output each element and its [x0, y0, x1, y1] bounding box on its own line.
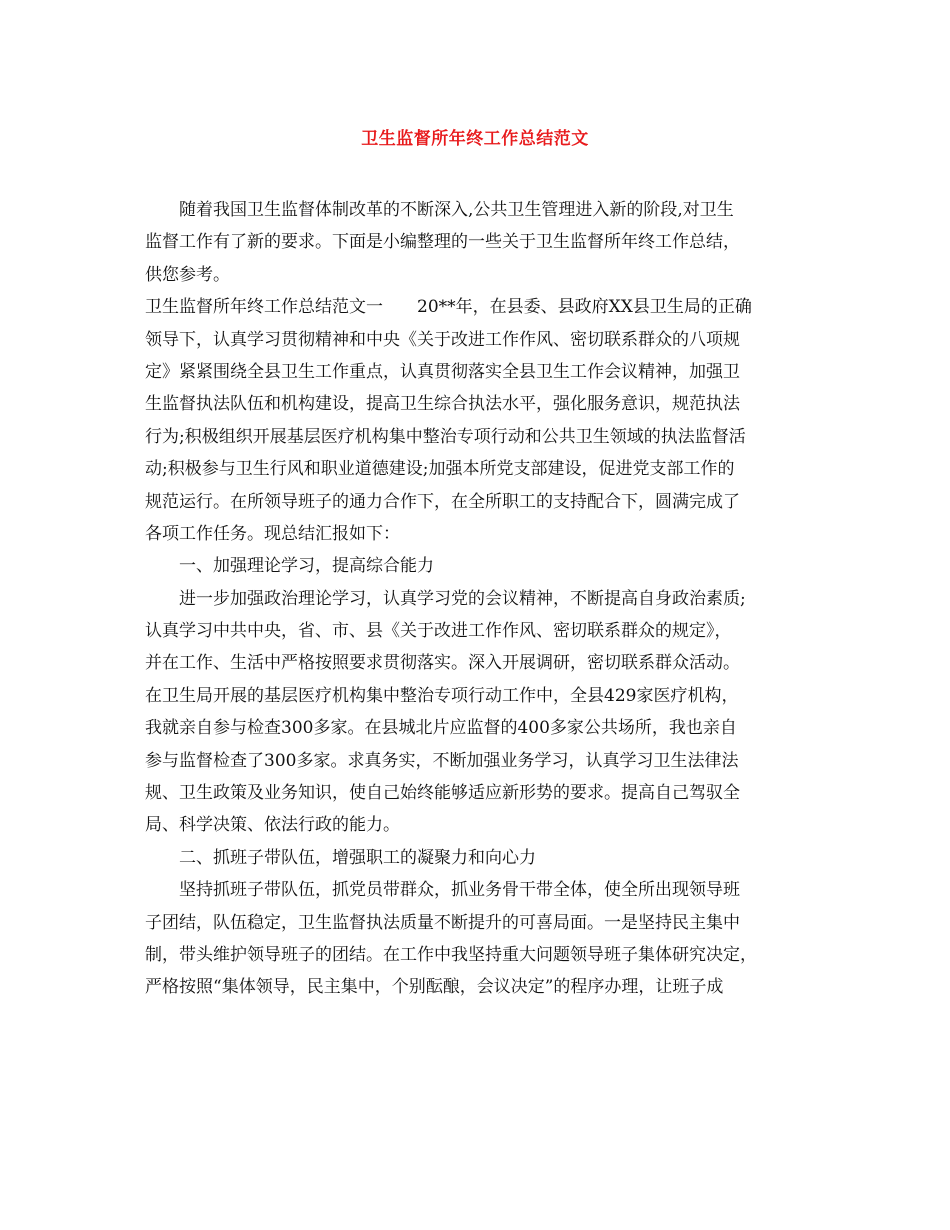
body-line: 规范运行。在所领导班子的通力合作下，在全所职工的支持配合下，圆满完成了: [145, 491, 740, 512]
body-line: 一、加强理论学习，提高综合能力: [145, 556, 434, 577]
body-line: 二、抓班子带队伍，增强职工的凝聚力和向心力: [145, 847, 536, 868]
document-body: [145, 194, 805, 1004]
body-line: 进一步加强政治理论学习，认真学习党的会议精神，不断提高自身政治素质;: [145, 588, 746, 609]
body-line: 随着我国卫生监督体制改革的不断深入,公共卫生管理进入新的阶段,对卫生: [145, 200, 734, 220]
document-title: 卫生监督所年终工作总结范文: [361, 129, 589, 149]
body-line: 行为;积极组织开展基层医疗机构集中整治专项行动和公共卫生领域的执法监督活: [145, 426, 746, 447]
body-line: 参与监督检查了300多家。求真务实，不断加强业务学习，认真学习卫生法律法: [145, 750, 739, 771]
body-line: 定》紧紧围绕全县卫生工作重点，认真贯彻落实全县卫生工作会议精神，加强卫: [145, 361, 740, 382]
body-line: 规、卫生政策及业务知识，使自己始终能够适应新形势的要求。提高自己驾驭全: [145, 783, 740, 804]
body-line: 生监督执法队伍和机构建设，提高卫生综合执法水平，强化服务意识，规范执法: [145, 394, 740, 415]
body-line: 严格按照“集体领导，民主集中，个别酝酿，会议决定”的程序办理，让班子成: [145, 977, 724, 998]
body-line: 并在工作、生活中严格按照要求贯彻落实。深入开展调研，密切联系群众活动。: [145, 653, 740, 674]
body-line: 动;积极参与卫生行风和职业道德建设;加强本所党支部建设，促进党支部工作的: [145, 459, 735, 480]
body-line: 坚持抓班子带队伍，抓党员带群众，抓业务骨干带全体，使全所出现领导班: [145, 880, 740, 901]
body-line: 领导下，认真学习贯彻精神和中央《关于改进工作作风、密切联系群众的八项规: [145, 329, 740, 350]
body-line: 各项工作任务。现总结汇报如下：: [145, 523, 400, 544]
body-line: 供您参考。: [145, 264, 230, 285]
body-line: 制，带头维护领导班子的团结。在工作中我坚持重大问题领导班子集体研究决定，: [145, 944, 757, 965]
body-line: 局、科学决策、依法行政的能力。: [145, 815, 400, 836]
body-line: 认真学习中共中央，省、市、县《关于改进工作作风、密切联系群众的规定》，: [145, 621, 732, 642]
body-line: 在卫生局开展的基层医疗机构集中整治专项行动工作中，全县429家医疗机构，: [145, 685, 739, 706]
body-line: 子团结，队伍稳定，卫生监督执法质量不断提升的可喜局面。一是坚持民主集中: [145, 912, 740, 933]
body-line: 我就亲自参与检查300多家。在县城北片应监督的400多家公共场所，我也亲自: [145, 718, 737, 739]
body-line: 卫生监督所年终工作总结范文一 20**年，在县委、县政府XX县卫生局的正确: [145, 297, 752, 318]
body-line: 监督工作有了新的要求。下面是小编整理的一些关于卫生监督所年终工作总结，: [145, 232, 740, 253]
